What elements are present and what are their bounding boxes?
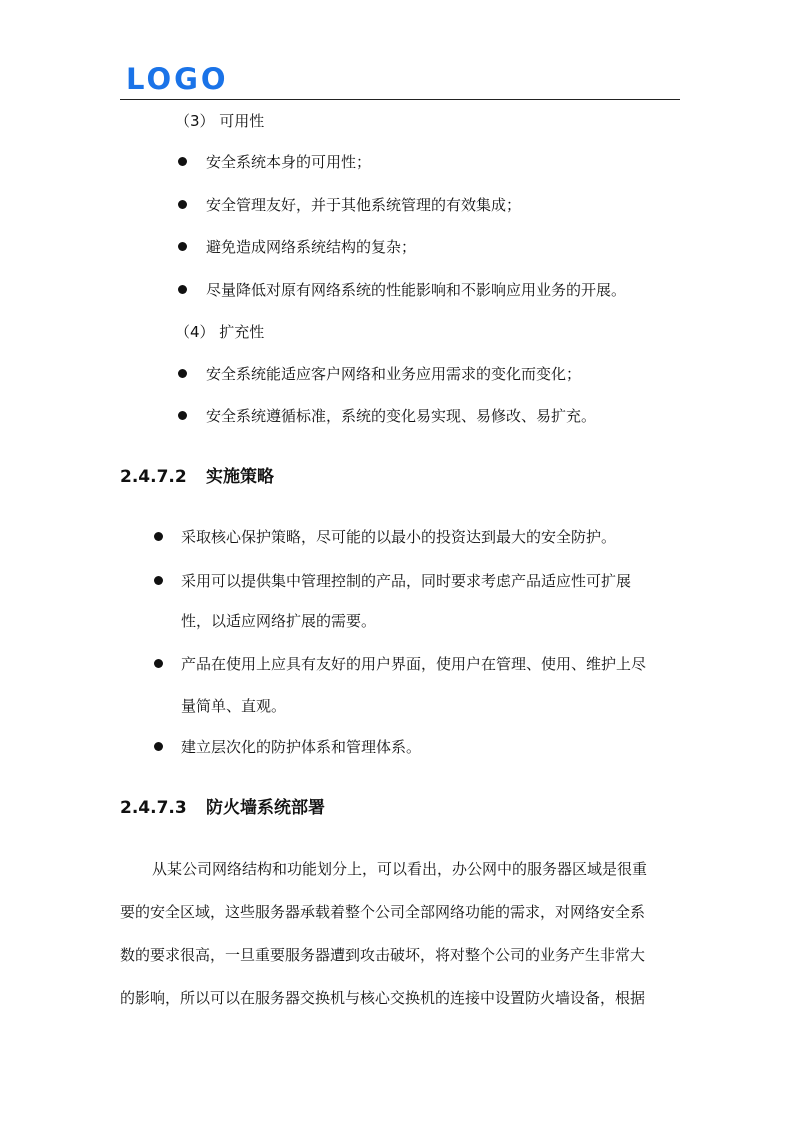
bullet-icon bbox=[178, 411, 187, 420]
section-number: 2.4.7.3 bbox=[120, 798, 187, 818]
logo: LOGO bbox=[126, 62, 229, 96]
list-item: 尽量降低对原有网络系统的性能影响和不影响应用业务的开展。 bbox=[206, 281, 627, 299]
list-item: 产品在使用上应具有友好的用户界面，使用户在管理、使用、维护上尽 bbox=[181, 655, 647, 673]
section-title: 实施策略 bbox=[206, 467, 274, 487]
paragraph-line: 要的安全区域，这些服务器承载着整个公司全部网络功能的需求，对网络安全系 bbox=[120, 903, 646, 921]
bullet-icon bbox=[178, 157, 187, 166]
bullet-icon bbox=[154, 742, 163, 751]
list-item: 安全系统能适应客户网络和业务应用需求的变化而变化； bbox=[206, 365, 582, 383]
section-heading-2472 bbox=[120, 466, 274, 488]
section-number: 2.4.7.2 bbox=[120, 467, 187, 487]
bullet-icon bbox=[154, 576, 163, 585]
paragraph-line: 从某公司网络结构和功能划分上，可以看出，办公网中的服务器区域是很重 bbox=[152, 860, 648, 878]
list-item-continuation: 性，以适应网络扩展的需要。 bbox=[181, 612, 377, 630]
list-item: 采取核心保护策略，尽可能的以最小的投资达到最大的安全防护。 bbox=[181, 528, 617, 546]
paragraph-line: 数的要求很高，一旦重要服务器遭到攻击破坏，将对整个公司的业务产生非常大 bbox=[120, 946, 646, 964]
paragraph-line: 的影响，所以可以在服务器交换机与核心交换机的连接中设置防火墙设备，根据 bbox=[120, 989, 646, 1007]
bullet-icon bbox=[154, 532, 163, 541]
list-item: 安全系统本身的可用性； bbox=[206, 153, 372, 171]
section-title: 防火墙系统部署 bbox=[206, 798, 325, 818]
list-item-continuation: 量简单、直观。 bbox=[181, 697, 287, 715]
section-heading-2473 bbox=[120, 797, 325, 819]
bullet-icon bbox=[178, 285, 187, 294]
header-divider bbox=[120, 99, 680, 100]
list-item: 避免造成网络系统结构的复杂； bbox=[206, 238, 417, 256]
availability-title: （3） 可用性 bbox=[175, 112, 265, 130]
list-item: 采用可以提供集中管理控制的产品，同时要求考虑产品适应性可扩展 bbox=[181, 572, 632, 590]
list-item: 安全系统遵循标准，系统的变化易实现、易修改、易扩充。 bbox=[206, 407, 597, 425]
list-item: 建立层次化的防护体系和管理体系。 bbox=[181, 738, 422, 756]
bullet-icon bbox=[178, 242, 187, 251]
bullet-icon bbox=[178, 369, 187, 378]
scalability-title: （4） 扩充性 bbox=[175, 323, 265, 341]
bullet-icon bbox=[178, 200, 187, 209]
bullet-icon bbox=[154, 659, 163, 668]
list-item: 安全管理友好，并于其他系统管理的有效集成； bbox=[206, 196, 522, 214]
